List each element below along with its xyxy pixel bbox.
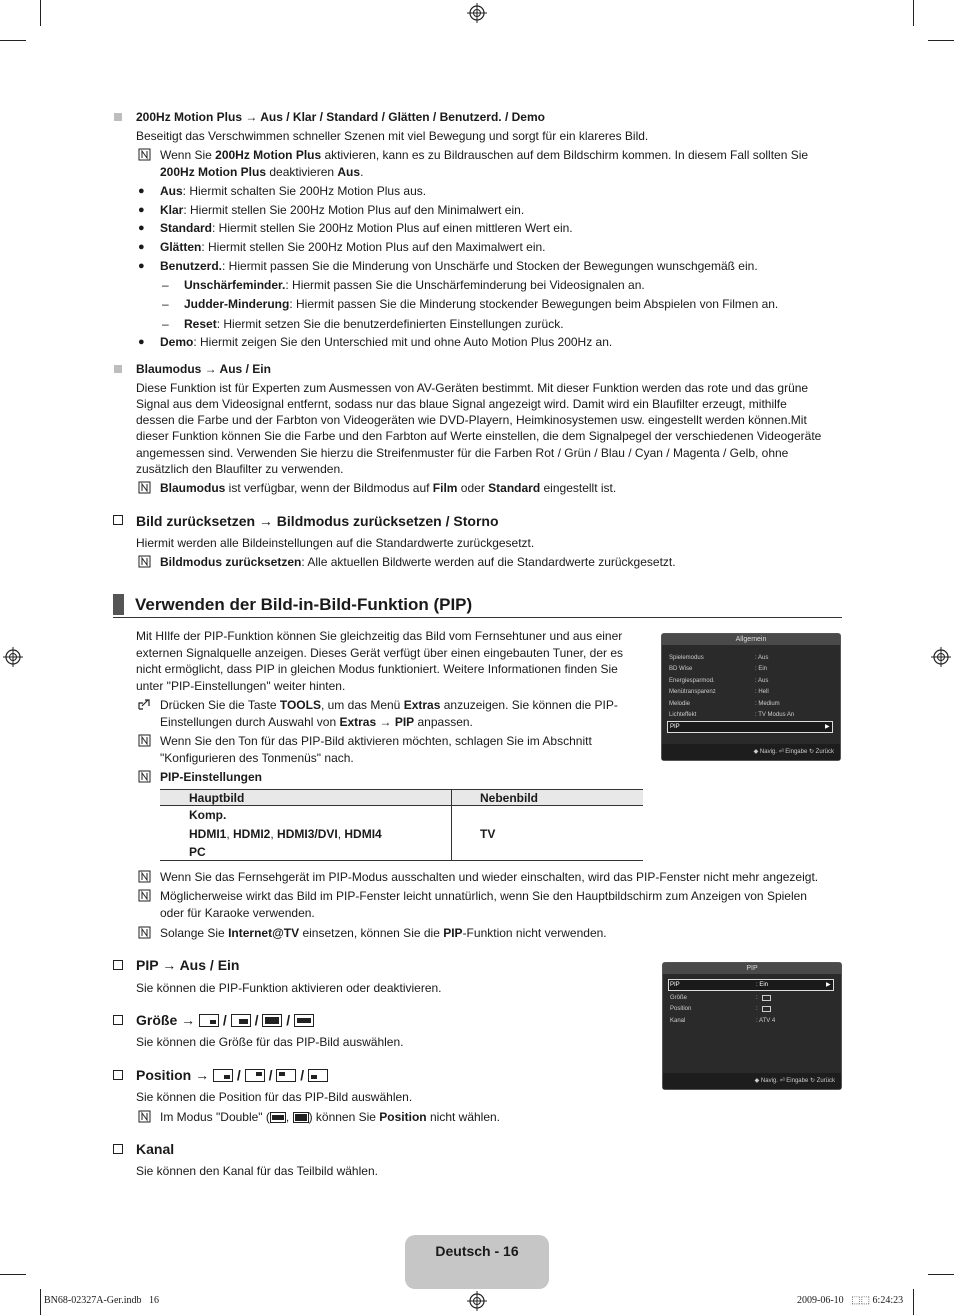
pip-note-3: Solange Sie Internet@TV einsetzen, können Sie die PIP-Funktion nicht verwenden. <box>160 926 607 940</box>
pip-double-wide-icon <box>270 1112 286 1123</box>
list-item: Benutzerd.: Hiermit passen Sie die Minderung von Unschärfe und Stocken der Bewegungen wunschgemäß ein. <box>160 259 758 273</box>
osd-selected-row <box>668 979 834 991</box>
sub-list-item: Unschärfeminder.: Hiermit passen Sie die Unschärfeminderung bei Videosignalen an. <box>184 278 645 292</box>
checkbox-bullet-icon <box>113 515 123 525</box>
note-icon <box>138 1110 151 1123</box>
note-icon <box>138 770 151 783</box>
pip-position-bottom-left-icon <box>308 1069 328 1082</box>
bullet-dot: ● <box>138 222 145 234</box>
crop-mark <box>928 1274 954 1275</box>
pip-settings-label: PIP-Einstellungen <box>160 770 263 784</box>
crop-mark <box>40 0 41 26</box>
osd-row-value: : Hell <box>755 689 769 695</box>
osd-footer: ◆ Navig. ⏎ Eingabe ↻ Zurück <box>663 1073 841 1089</box>
pip-intro-text: Mit HIlfe der PIP-Funktion können Sie gleichzeitig das Bild vom Fernsehtuner und aus einer <box>136 629 623 643</box>
tools-note-line1: Drücken Sie die Taste TOOLS, um das Menü Extras anzuzeigen. Sie können die PIP- <box>160 698 618 712</box>
note-icon <box>138 926 151 939</box>
pip-size-small-icon <box>199 1014 219 1027</box>
blaumodus-text: dessen die Farbe und der Farbton von Videogeräten wie DVD-Playern, Heimkinosystemen usw. eingestellt werden können.Mit <box>136 413 807 427</box>
pip-note-1: Wenn Sie das Fernsehgerät im PIP-Modus ausschalten und wieder einschalten, wird das PIP-Fenster nicht mehr angezeigt. <box>160 870 819 884</box>
osd-row-label: BD Wise <box>669 666 693 672</box>
bullet-dot: ● <box>138 336 145 348</box>
pip-note-2: Möglicherweise wirkt das Bild im PIP-Fenster leicht unnatürlich, wenn Sie den Hauptbildschirm zum Anzeigen von Spielen <box>160 889 807 903</box>
pip-double-wide-icon <box>294 1014 314 1027</box>
tools-note-line2: Einstellungen durch Auswahl von Extras → PIP anpassen. <box>160 715 473 729</box>
position-note: Im Modus "Double" ( , ) können Sie Position nicht wählen. <box>160 1110 501 1124</box>
dash-bullet: – <box>162 278 169 292</box>
crop-mark <box>0 1274 26 1275</box>
osd-selected-label: PIP <box>670 724 680 730</box>
note-icon <box>138 734 151 747</box>
registration-mark-icon <box>467 1291 487 1311</box>
groesse-description: Sie können die Größe für das PIP-Bild auswählen. <box>136 1035 404 1049</box>
osd-row-value: : Aus <box>755 655 769 661</box>
reset-heading: Bild zurücksetzen → Bildmodus zurücksetzen / Storno <box>136 513 499 529</box>
osd-row-value: : Medium <box>755 701 780 707</box>
pip-size-small-icon <box>762 995 771 1001</box>
osd-arrow-right-icon: ▶ <box>825 724 830 730</box>
table-cell-main: PC <box>189 845 206 859</box>
pip-double-icon <box>293 1112 309 1123</box>
reset-note: Bildmodus zurücksetzen: Alle aktuellen Bildwerte werden auf die Standardwerte zurückgesetzt. <box>160 555 676 569</box>
checkbox-bullet-icon <box>113 1015 123 1025</box>
page-number-label: Deutsch - 16 <box>435 1243 519 1259</box>
note-icon <box>138 148 151 161</box>
blaumodus-heading: Blaumodus → Aus / Ein <box>136 362 271 376</box>
position-heading: Position → / / / <box>136 1066 328 1084</box>
bullet-dot: ● <box>138 260 145 272</box>
gray-square-bullet <box>114 113 122 121</box>
blaumodus-text: zusätzlich den Blaufilter zu verwenden. <box>136 462 344 476</box>
note-icon <box>138 555 151 568</box>
note-icon <box>138 889 151 902</box>
table-bottom-rule <box>160 860 643 861</box>
list-item: Standard: Hiermit stellen Sie 200Hz Motion Plus auf einen mittleren Wert ein. <box>160 221 573 235</box>
gray-square-bullet <box>114 365 122 373</box>
osd-row-label: Spielemodus <box>669 655 704 661</box>
list-item: Glätten: Hiermit stellen Sie 200Hz Motion Plus auf den Maximalwert ein. <box>160 240 546 254</box>
crop-mark <box>0 40 26 41</box>
pip-note-2b: oder für Karaoke verwenden. <box>160 906 315 920</box>
motion-plus-note-line2: 200Hz Motion Plus deaktivieren Aus. <box>160 165 364 179</box>
tools-icon <box>137 698 150 711</box>
sub-list-item: Judder-Minderung: Hiermit passen Sie die Minderung stockender Bewegungen beim Abspielen von Filmen an. <box>184 297 779 311</box>
sound-note-line2: "Konfigurieren des Tonmenüs" nach. <box>160 751 354 765</box>
kanal-heading: Kanal <box>136 1141 175 1157</box>
crop-mark <box>928 40 954 41</box>
pip-intro-text: unter "PIP-Einstellungen" weiter hinten. <box>136 679 346 693</box>
osd-title: PIP <box>663 963 841 974</box>
osd-row-value: : <box>756 1006 758 1012</box>
osd-row-value: : <box>756 995 758 1001</box>
osd-row-value: : ATV 4 <box>756 1018 776 1024</box>
table-cell-main: HDMI1, HDMI2, HDMI3/DVI, HDMI4 <box>189 827 382 841</box>
table-cell-sub: TV <box>480 827 496 841</box>
list-item: Demo: Hiermit zeigen Sie den Unterschied mit und ohne Auto Motion Plus 200Hz an. <box>160 335 613 349</box>
blaumodus-text: angemessen sind. Verwenden Sie hierzu die Streifenmuster für die Farben Rot / Grün / Blau / Cyan / Magenta / Gelb, ohne <box>136 446 789 460</box>
osd-title: Allgemein <box>662 634 840 645</box>
sub-list-item: Reset: Hiermit setzen Sie die benutzerdefinierten Einstellungen zurück. <box>184 317 564 331</box>
osd-row-value: : Aus <box>755 678 769 684</box>
checkbox-bullet-icon <box>113 1070 123 1080</box>
osd-row-value: : Ein <box>755 666 768 672</box>
footer-date: 2009-06-10 ⬚⬚ 6:24:23 <box>797 1295 904 1306</box>
registration-mark-icon <box>931 647 951 667</box>
blaumodus-text: Signal aus dem Videosignal entfernt, sodass nur das blaue Signal angezeigt wird. Damit wird ein Blaufilter erzeugt, mithilfe <box>136 397 787 411</box>
osd-footer: ◆ Navig. ⏎ Eingabe ↻ Zurück <box>662 744 840 760</box>
sound-note-line1: Wenn Sie den Ton für das PIP-Bild aktivieren möchten, schlagen Sie im Abschnitt <box>160 734 592 748</box>
pip-position-bottom-right-icon <box>762 1006 771 1012</box>
kanal-description: Sie können den Kanal für das Teilbild wählen. <box>136 1164 378 1178</box>
registration-mark-icon <box>3 647 23 667</box>
reset-description: Hiermit werden alle Bildeinstellungen auf die Standardwerte zurückgesetzt. <box>136 536 535 550</box>
osd-row-label: Menütransparenz <box>669 689 716 695</box>
list-item: Klar: Hiermit stellen Sie 200Hz Motion Plus auf den Minimalwert ein. <box>160 203 525 217</box>
pip-double-icon <box>262 1014 282 1027</box>
pip-size-large-icon <box>231 1014 251 1027</box>
note-icon <box>138 870 151 883</box>
osd-row-label: Position <box>670 1006 692 1012</box>
osd-row-label: Kanal <box>670 1018 686 1024</box>
dash-bullet: – <box>162 317 169 331</box>
dash-bullet: – <box>162 297 169 311</box>
checkbox-bullet-icon <box>113 960 123 970</box>
osd-pip-menu <box>662 962 842 1090</box>
osd-row-value: : TV Modus An <box>755 712 795 718</box>
motion-plus-description: Beseitigt das Verschwimmen schneller Szenen mit viel Bewegung und sorgt für ein klareres Bild. <box>136 129 649 143</box>
note-icon <box>138 481 151 494</box>
blaumodus-note: Blaumodus ist verfügbar, wenn der Bildmodus auf Film oder Standard eingestellt ist. <box>160 481 617 495</box>
registration-mark-icon <box>467 3 487 23</box>
osd-arrow-right-icon: ▶ <box>826 982 831 988</box>
osd-general-menu <box>661 633 841 761</box>
pip-position-top-right-icon <box>245 1069 265 1082</box>
bullet-dot: ● <box>138 185 145 197</box>
section-title-bar <box>113 594 124 615</box>
footer-file-info: BN68-02327A-Ger.indb 16 <box>44 1295 159 1306</box>
blaumodus-text: dieser Funktion können Sie die Farbe und den Farbton auf Werte einstellen, die dem Signalpegel der verschiedenen Videogeräte <box>136 429 822 443</box>
osd-row-label: Größe <box>670 995 688 1001</box>
pip-onoff-description: Sie können die PIP-Funktion aktivieren oder deaktivieren. <box>136 981 442 995</box>
section-rule <box>113 617 842 618</box>
list-item: Aus: Hiermit schalten Sie 200Hz Motion Plus aus. <box>160 184 427 198</box>
crop-mark <box>913 1289 914 1315</box>
pip-intro-text: nicht ermöglicht, dass PIP in gleichen Modus funktioniert. Weitere Informationen finden Sie <box>136 662 618 676</box>
crop-mark <box>913 0 914 26</box>
pip-position-top-left-icon <box>276 1069 296 1082</box>
osd-row-label: Energiesparmod. <box>669 678 715 684</box>
osd-row-label: PIP <box>670 982 680 988</box>
crop-mark <box>40 1289 41 1315</box>
pip-intro-text: externen Signalquelle anzeigen. Dieses Gerät verfügt über einen eingebauten Tuner, der es <box>136 646 623 660</box>
bullet-dot: ● <box>138 204 145 216</box>
table-header-sub: Nebenbild <box>480 791 539 805</box>
position-description: Sie können die Position für das PIP-Bild auswählen. <box>136 1090 413 1104</box>
pip-onoff-heading: PIP → Aus / Ein <box>136 957 240 973</box>
osd-row-label: Melodie <box>669 701 691 707</box>
osd-selected-row <box>667 721 833 733</box>
osd-row-label: Lichteffekt <box>669 712 697 718</box>
blaumodus-text: Diese Funktion ist für Experten zum Ausmessen von AV-Geräten bestimmt. Mit dieser Funktion werden das rote und das grüne <box>136 381 809 395</box>
motion-plus-heading: 200Hz Motion Plus → Aus / Klar / Standard / Glätten / Benutzerd. / Demo <box>136 110 545 124</box>
pip-position-bottom-right-icon <box>213 1069 233 1082</box>
bullet-dot: ● <box>138 241 145 253</box>
table-header-main: Hauptbild <box>189 791 245 805</box>
section-title: Verwenden der Bild-in-Bild-Funktion (PIP) <box>135 595 473 614</box>
checkbox-bullet-icon <box>113 1144 123 1154</box>
table-col-divider <box>451 789 452 861</box>
pip-table <box>160 789 643 861</box>
table-cell-main: Komp. <box>189 808 227 822</box>
motion-plus-note-line1: Wenn Sie 200Hz Motion Plus aktivieren, kann es zu Bildrauschen auf dem Bildschirm kommen. In diesem Fall sollten Sie <box>160 148 809 162</box>
groesse-heading: Größe → / / / <box>136 1011 314 1029</box>
osd-row-value: : Ein <box>756 982 769 988</box>
